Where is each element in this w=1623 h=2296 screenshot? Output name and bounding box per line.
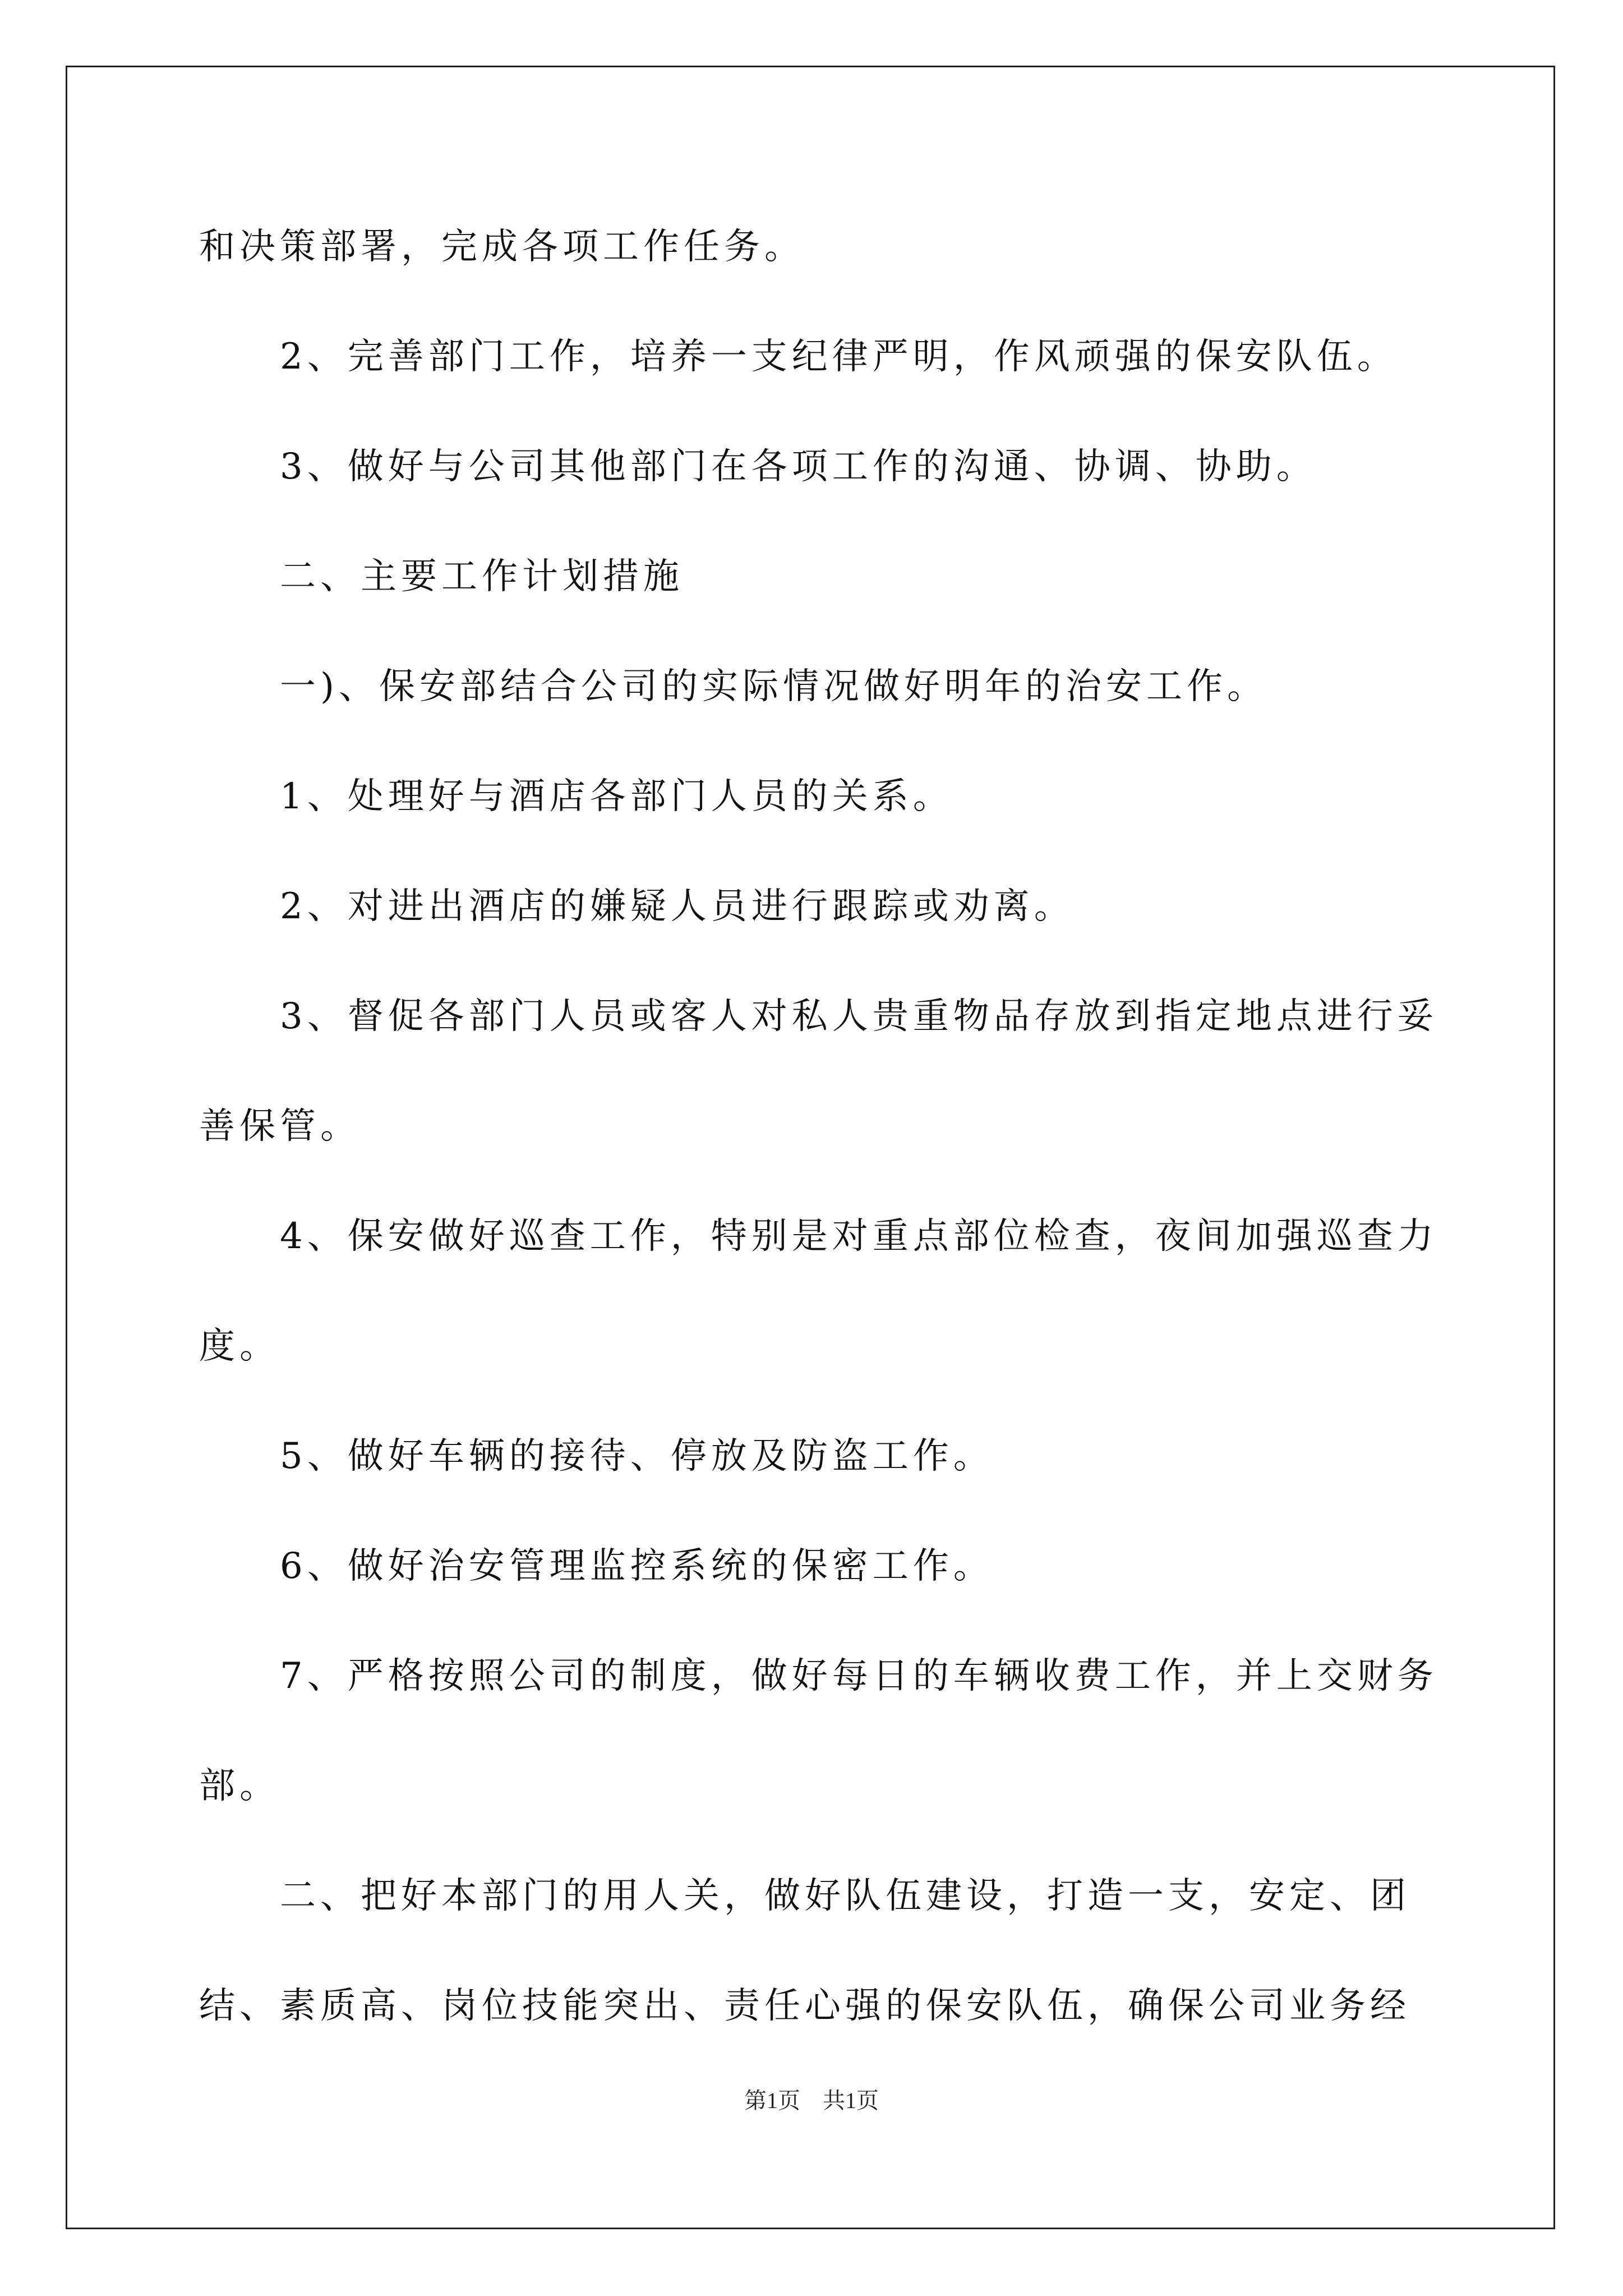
subsection-heading: 一)、保安部结合公司的实际情况做好明年的治安工作。 — [280, 666, 1267, 707]
text-line: 5、做好车辆的接待、停放及防盗工作。 — [280, 1435, 994, 1477]
text-line: 部。 — [199, 1765, 280, 1807]
text-line: 4、保安做好巡查工作，特别是对重点部位检查，夜间加强巡查力 — [280, 1216, 1438, 1257]
text-line: 3、做好与公司其他部门在各项工作的沟通、协调、协助。 — [280, 446, 1317, 487]
text-line: 二、把好本部门的用人关，做好队伍建设，打造一支，安定、团 — [280, 1875, 1410, 1917]
text-line: 2、完善部门工作，培养一支纪律严明，作风顽强的保安队伍。 — [280, 336, 1398, 378]
page-footer: 第1页 共1页 — [744, 2088, 879, 2113]
text-line: 和决策部署，完成各项工作任务。 — [199, 226, 805, 268]
text-line: 2、对进出酒店的嫌疑人员进行跟踪或劝离。 — [280, 886, 1075, 927]
text-line: 6、做好治安管理监控系统的保密工作。 — [280, 1545, 994, 1587]
text-line: 1、处理好与酒店各部门人员的关系。 — [280, 776, 953, 817]
text-line: 7、严格按照公司的制度，做好每日的车辆收费工作，并上交财务 — [280, 1655, 1438, 1697]
section-heading: 二、主要工作计划措施 — [280, 556, 684, 597]
text-line: 结、素质高、岗位技能突出、责任心强的保安队伍，确保公司业务经 — [199, 1985, 1410, 2027]
text-line: 度。 — [199, 1326, 280, 1367]
text-line: 善保管。 — [199, 1106, 361, 1147]
text-line: 3、督促各部门人员或客人对私人贵重物品存放到指定地点进行妥 — [280, 996, 1438, 1037]
